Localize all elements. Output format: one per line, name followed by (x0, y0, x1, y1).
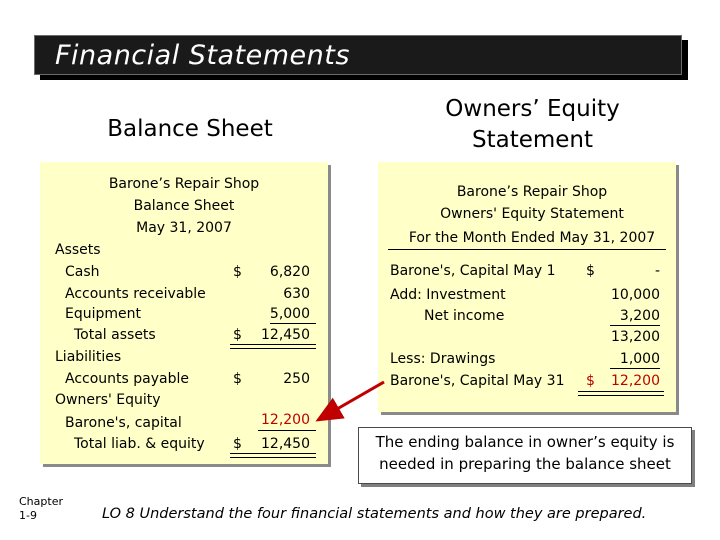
chapter-label-line1: Chapter (19, 495, 63, 508)
oe-cap-end-double-underline (578, 391, 664, 396)
oe-cap-end-symbol: $ (586, 373, 595, 389)
bs-cash-value: 6,820 (269, 264, 310, 280)
bs-capital-value: 12,200 (261, 412, 310, 428)
bs-ap-label: Accounts payable (65, 371, 189, 387)
bs-ar-label: Accounts receivable (65, 286, 206, 302)
oe-subtotal-value: 13,200 (611, 329, 660, 345)
bs-company: Barone’s Repair Shop (108, 176, 260, 192)
oe-less-label: Less: Drawings (390, 351, 496, 367)
title-bar (34, 35, 682, 75)
owners-equity-panel (378, 162, 676, 412)
oe-company: Barone’s Repair Shop (456, 184, 608, 200)
oe-cap-end-label: Barone's, Capital May 31 (390, 373, 565, 389)
bs-total-liab-label: Total liab. & equity (74, 436, 205, 452)
oe-drawings-value: 1,000 (619, 351, 660, 367)
bs-total-assets-double-underline (230, 344, 316, 349)
oe-cap-begin-label: Barone's, Capital May 1 (390, 263, 556, 279)
bs-capital-label: Barone's, capital (65, 415, 182, 431)
oe-drawings-underline (610, 368, 660, 369)
oe-title: Owners' Equity Statement (440, 206, 624, 222)
bs-liabilities-label: Liabilities (55, 349, 122, 365)
balance-sheet-heading-text: Balance Sheet (107, 116, 273, 142)
learning-objective: LO 8 Understand the four financial statements and how they are prepared. (102, 506, 647, 522)
chapter-label (19, 495, 63, 523)
oe-net-income-value: 3,200 (619, 308, 660, 324)
bs-equipment-underline (270, 323, 316, 324)
balance-sheet-panel (40, 162, 328, 464)
oe-cap-begin-symbol: $ (586, 263, 595, 279)
owners-equity-heading (410, 94, 655, 156)
bs-capital-underline (258, 430, 316, 431)
bs-ap-symbol: $ (233, 371, 242, 387)
bs-assets-label: Assets (55, 242, 101, 258)
oe-add-label: Add: Investment (390, 287, 506, 303)
bs-date: May 31, 2007 (136, 220, 232, 236)
oe-investment-value: 10,000 (611, 287, 660, 303)
oe-net-income-underline (610, 325, 660, 326)
bs-title: Balance Sheet (133, 198, 235, 214)
oe-cap-end-value: 12,200 (611, 373, 660, 389)
chapter-label-line2: 1-9 (19, 509, 37, 522)
oe-header-rule (388, 249, 666, 250)
bs-total-assets-value: 12,450 (261, 327, 310, 343)
bs-owners-equity-label: Owners' Equity (55, 392, 161, 408)
bs-ar-value: 630 (283, 286, 310, 302)
bs-total-assets-label: Total assets (74, 327, 156, 343)
bs-total-liab-symbol: $ (233, 436, 242, 452)
oe-period: For the Month Ended May 31, 2007 (408, 230, 656, 246)
oe-net-income-label: Net income (424, 308, 505, 324)
page-title: Financial Statements (55, 40, 350, 71)
owners-equity-heading-text: Owners’ Equity Statement (445, 96, 620, 153)
bs-total-liab-double-underline (230, 453, 316, 458)
bs-total-assets-symbol: $ (233, 327, 242, 343)
bs-total-liab-value: 12,450 (261, 436, 310, 452)
balance-sheet-heading (60, 114, 320, 145)
bs-cash-label: Cash (65, 264, 100, 280)
bs-equipment-value: 5,000 (269, 306, 310, 322)
callout-box (358, 427, 692, 484)
callout-text: The ending balance in owner’s equity is needed in preparing the balance sheet (375, 433, 675, 473)
bs-cash-symbol: $ (233, 264, 242, 280)
oe-cap-begin-value: - (654, 263, 660, 279)
bs-equipment-label: Equipment (65, 306, 141, 322)
bs-ap-value: 250 (283, 371, 310, 387)
